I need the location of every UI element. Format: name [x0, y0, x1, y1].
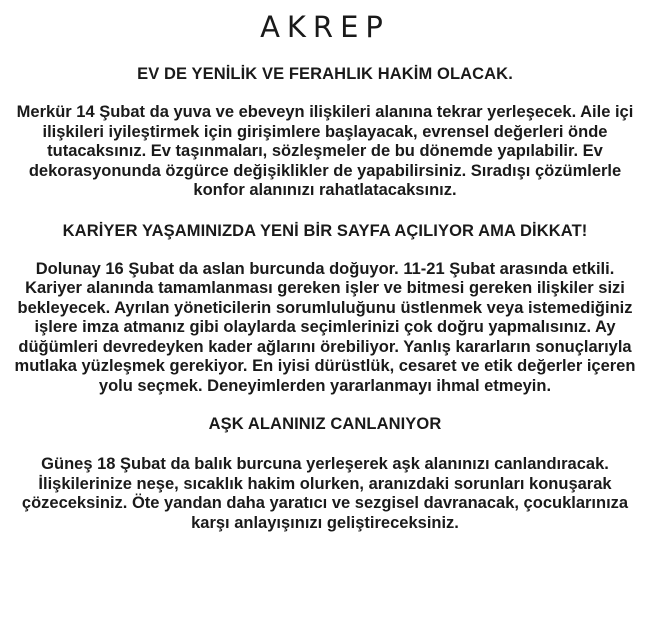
section-heading-love: AŞK ALANINIZ CANLANIYOR — [208, 415, 442, 433]
section-body-love: Güneş 18 Şubat da balık burcuna yerleşerek aşk alanınızı canlandıracak. İlişkilerinize neşe, sıcaklık hakim olurken, aranızdaki sorunları konuşarak çözeceksiniz. Öte yandan daha yaratıcı ve sezgisel davranacak, çocuklarınıza karşı anlayışınızı geliştireceksiniz. — [21, 455, 629, 532]
section-body-home: Merkür 14 Şubat da yuva ve ebeveyn ilişkileri alanına tekrar yerleşecek. Aile içi ilişkileri iyileştirmek için girişimlere başlayacak, evrensel değerleri önde tutacaksınız. Ev taşınmaları, sözleşmeler de bu dönemde yapılabilir. Ev dekorasyonunda özgürce değişiklikler de yapabilirsiniz. Sıradışı çözümlerle konfor alanınızı rahatlatacaksınız. — [16, 103, 634, 199]
page-title: AKREP — [260, 10, 390, 44]
section-heading-home: EV DE YENİLİK VE FERAHLIK HAKİM OLACAK. — [137, 65, 513, 83]
section-heading-career: KARİYER YAŞAMINIZDA YENİ BİR SAYFA AÇILIYOR AMA DİKKAT! — [62, 221, 588, 240]
section-body-career: Dolunay 16 Şubat da aslan burcunda doğuyor. 11-21 Şubat arasında etkili. Kariyer alanında tamamlanması gereken işler ve bitmesi gereken ilişkiler sizi bekleyecek. Ayrılan yöneticilerin sorumluluğunu üstlenmek veya istemediğiniz işlere imza atmanız gibi olaylarda seçimlerinizi çok doğru yapmalısınız. Ay düğümleri devredeyken kader ağlarını örebiliyor. Yanlış kararların sonuçlarıyla mutlaka yüzleşmek gerekiyor. En iyisi dürüstlük, cesaret ve etik değerler içeren yolu seçmek. Deneyimlerden yararlanmayı ihmal etmeyin. — [14, 259, 636, 395]
